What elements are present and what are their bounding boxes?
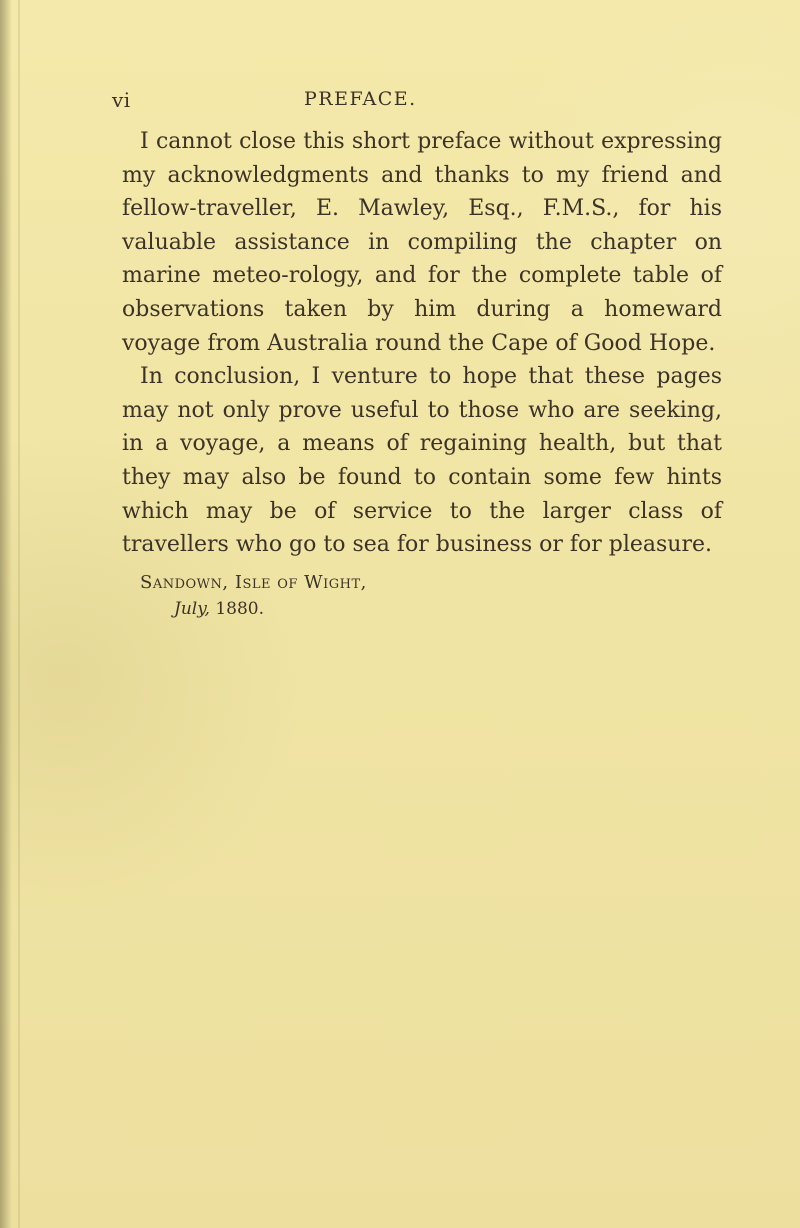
signature-block: [140, 569, 540, 623]
preface-body: [122, 125, 722, 562]
page-number: vi: [112, 88, 131, 112]
page-title: PREFACE.: [304, 88, 417, 110]
preface-paragraph-2: In conclusion, I venture to hope that these pages may not only prove useful to those who are seeking, in a voyage, a means of regaining health, but that they may also be found to contain some few hints which may be of service to the larger class of travellers who go to sea for business or for pleasure.: [122, 364, 722, 558]
preface-paragraph-1: I cannot close this short preface without expressing my acknowledgments and thanks to my friend and fellow-traveller, E. Mawley, Esq., F.M.S., for his valuable assistance in compiling the chapter on marine meteo-rology, and for the complete table of observations taken by him during a homeward voyage from Australia round the Cape of Good Hope.: [122, 129, 722, 356]
signature-date: [140, 596, 540, 623]
signature-year: 1880.: [215, 599, 265, 619]
signature-month: July,: [174, 599, 210, 619]
running-head: [112, 88, 712, 118]
page-crease: [18, 0, 20, 1228]
signature-place: Sandown, Isle of Wight,: [140, 572, 367, 593]
page-binding-edge: [0, 0, 12, 1228]
